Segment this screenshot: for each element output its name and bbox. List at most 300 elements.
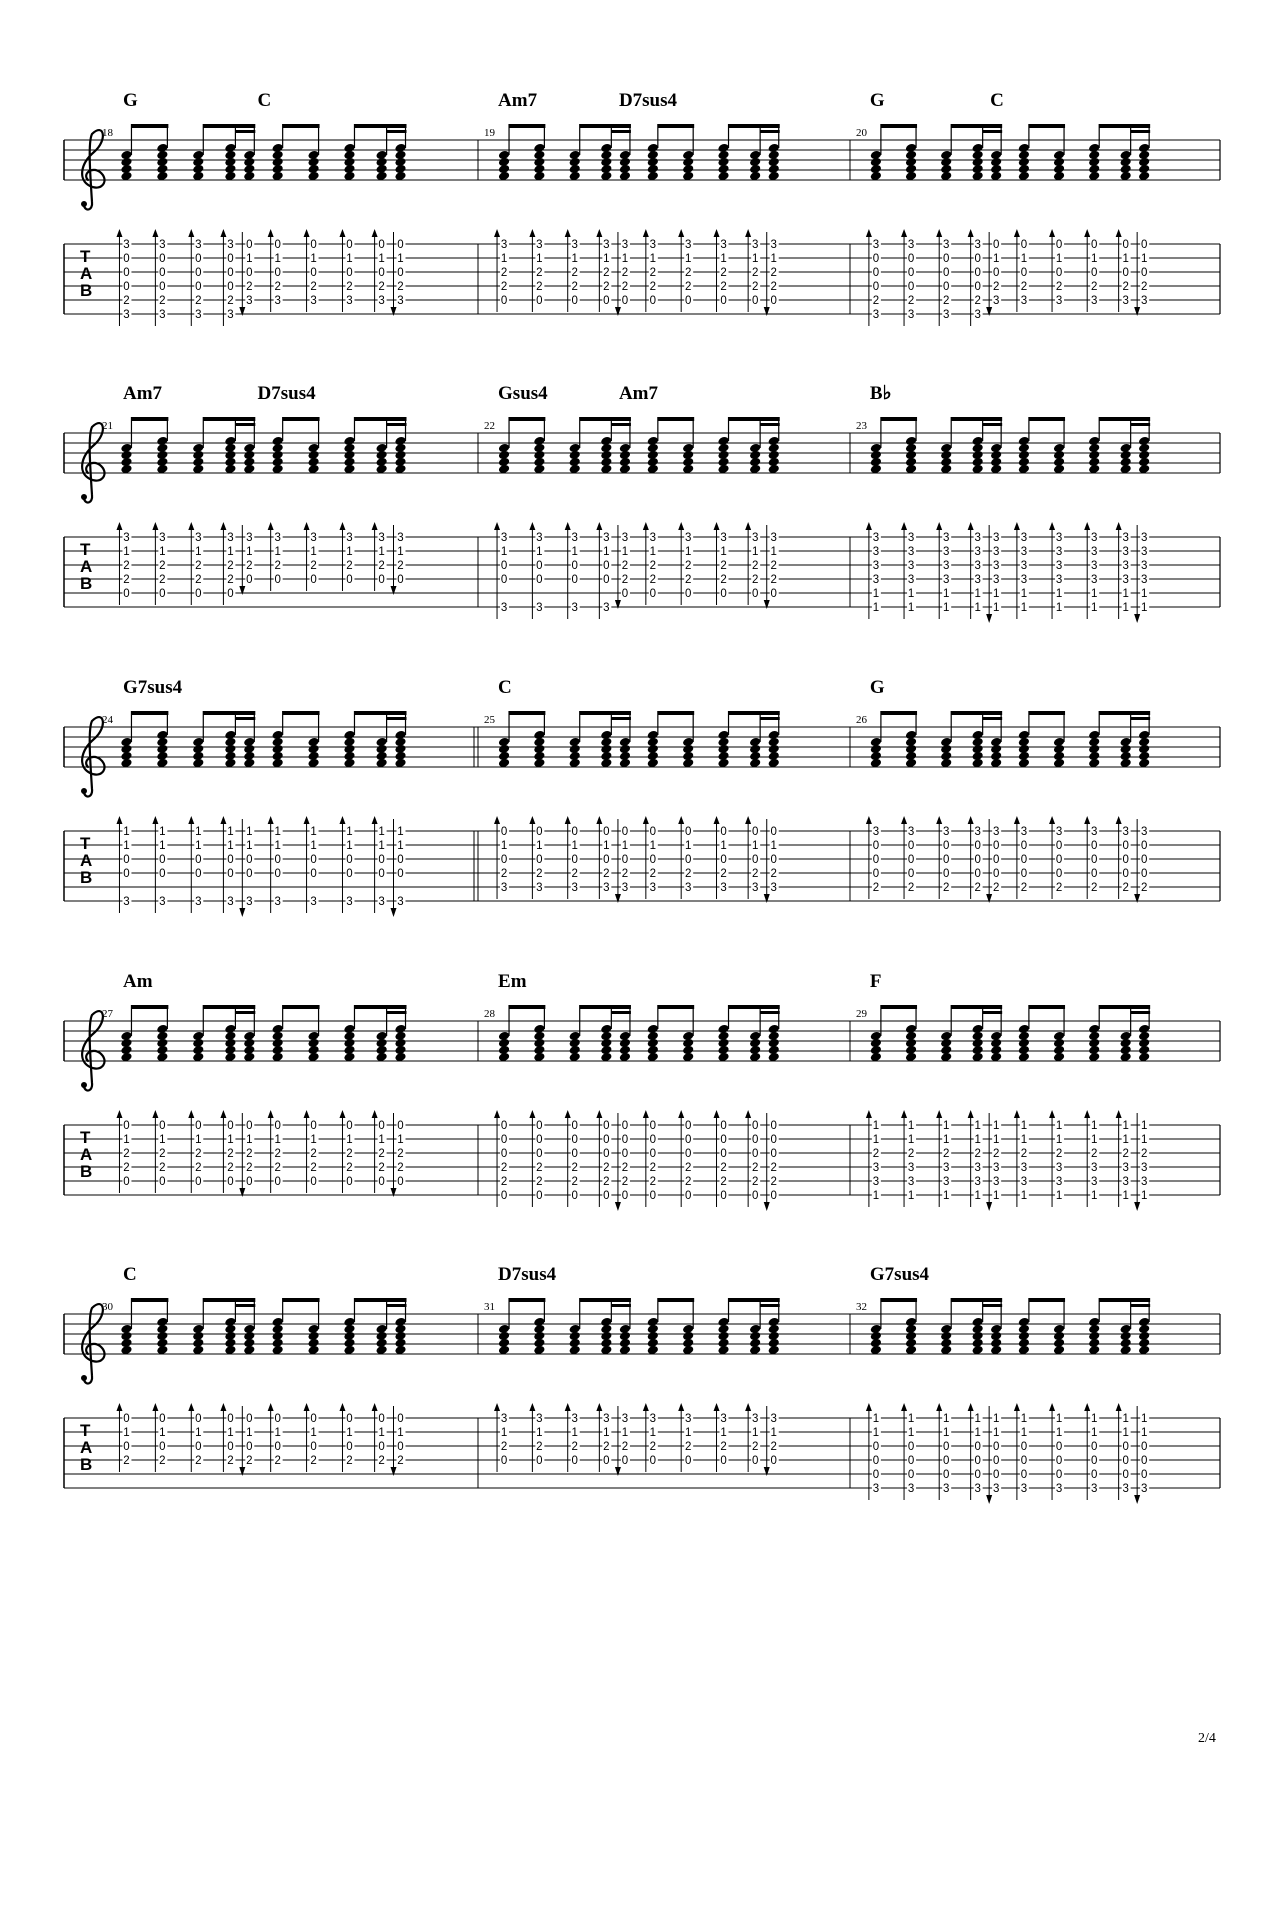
strum-arrow-icon (116, 522, 122, 530)
fret-number: 3 (1140, 826, 1148, 838)
fret-number: 0 (720, 1455, 727, 1467)
measure-number: 32 (856, 1301, 867, 1313)
fret-number: 3 (649, 1413, 657, 1425)
chord-notes (343, 436, 355, 475)
fret-number: 0 (123, 854, 130, 866)
fret-number: 1 (1122, 1413, 1129, 1425)
fret-number: 3 (992, 1176, 1000, 1188)
fret-number: 1 (536, 1427, 543, 1439)
fret-number: 1 (1055, 253, 1063, 265)
fret-number: 3 (1055, 1162, 1063, 1174)
chord-notes (375, 443, 387, 475)
notehead (343, 1317, 355, 1328)
measure-28 (478, 971, 780, 1211)
fret-number: 3 (872, 309, 880, 321)
strum-arrow-icon (986, 614, 992, 623)
fret-number: 0 (246, 1413, 253, 1425)
fret-number: 0 (123, 588, 130, 600)
notehead (307, 737, 319, 748)
fret-number: 2 (195, 1455, 202, 1467)
beam (658, 1298, 694, 1302)
beam (1099, 417, 1150, 421)
beam (131, 1298, 168, 1302)
fret-number: 1 (274, 1134, 281, 1146)
chord-notes (682, 443, 694, 475)
fret-number: 0 (227, 854, 234, 866)
strum-arrow-icon (339, 229, 345, 237)
fret-number: 0 (1020, 1441, 1028, 1453)
beam (509, 1298, 545, 1302)
fret-number: 2 (770, 1441, 777, 1453)
fret-number: 3 (603, 602, 610, 614)
fret-number: 0 (227, 1120, 234, 1132)
fret-number: 0 (1140, 868, 1148, 880)
notehead (940, 1324, 952, 1335)
strum-arrow-icon (1014, 229, 1020, 237)
fret-number: 3 (992, 295, 1000, 307)
fret-number: 3 (397, 295, 404, 307)
fret-number: 0 (397, 1120, 404, 1132)
fret-number: 2 (621, 868, 629, 880)
fret-number: 1 (123, 826, 130, 838)
fret-number: 2 (720, 574, 727, 586)
fret-number: 2 (310, 1162, 317, 1174)
strum-arrow-icon (565, 522, 571, 530)
fret-number: 3 (1122, 1176, 1129, 1188)
fret-number: 1 (684, 1427, 692, 1439)
notehead (156, 143, 168, 154)
chord-notes (1053, 443, 1065, 475)
fret-number: 3 (1091, 1176, 1098, 1188)
fret-number: 0 (751, 1455, 759, 1467)
fret-number: 0 (1091, 1455, 1098, 1467)
notehead (533, 730, 545, 741)
chord-notes (990, 737, 1002, 769)
strum-arrow-icon (866, 229, 872, 237)
fret-number: 2 (571, 267, 578, 279)
strum-arrow-icon (1049, 522, 1055, 530)
chord-notes (394, 1317, 406, 1356)
measure-number: 26 (856, 714, 867, 726)
fret-number: 3 (621, 882, 629, 894)
fret-number: 0 (310, 267, 317, 279)
fret-number: 0 (346, 1441, 353, 1453)
fret-number: 0 (1055, 239, 1063, 251)
fret-number: 0 (1055, 1469, 1063, 1481)
chord-notes (1018, 1024, 1030, 1063)
fret-number: 1 (1020, 1413, 1028, 1425)
chord-notes (647, 436, 659, 475)
beam (951, 1298, 1002, 1302)
beam (881, 1005, 917, 1009)
beam (580, 1005, 631, 1009)
fret-number: 2 (720, 1176, 727, 1188)
fret-number: 3 (195, 532, 202, 544)
fret-number: 3 (195, 896, 202, 908)
fret-number: 1 (992, 1120, 1000, 1132)
fret-number: 2 (751, 1441, 759, 1453)
notehead (394, 1024, 406, 1035)
beam-secondary (611, 423, 631, 426)
fret-number: 2 (1091, 281, 1098, 293)
fret-number: 3 (943, 239, 950, 251)
chord-notes (192, 443, 204, 475)
fret-number: 1 (1091, 253, 1098, 265)
fret-number: 1 (943, 1134, 950, 1146)
tab-clef-letter: B (80, 1455, 93, 1474)
fret-number: 2 (751, 1162, 759, 1174)
fret-number: 1 (992, 588, 1000, 600)
fret-number: 1 (1020, 1120, 1028, 1132)
fret-number: 3 (1020, 295, 1028, 307)
chord-name: Am7 (498, 90, 538, 111)
chord-notes (971, 143, 983, 182)
fret-number: 1 (195, 546, 202, 558)
strum-arrow-icon (239, 586, 245, 595)
fret-number: 3 (536, 1413, 543, 1425)
notehead (768, 436, 780, 447)
strum-arrow-icon (152, 522, 158, 530)
fret-number: 3 (1091, 295, 1098, 307)
notehead (192, 443, 204, 454)
strum-arrow-icon (494, 1403, 500, 1411)
chord-notes (600, 436, 612, 475)
fret-number: 0 (684, 854, 692, 866)
chord-notes (647, 1024, 659, 1063)
strum-arrow-icon (188, 1110, 194, 1118)
fret-number: 0 (943, 854, 950, 866)
strum-arrow-icon (1134, 614, 1140, 623)
chord-notes (940, 443, 952, 475)
fret-number: 3 (1122, 295, 1129, 307)
fret-number: 2 (770, 868, 777, 880)
fret-number: 2 (378, 1148, 385, 1160)
fret-number: 0 (1122, 840, 1129, 852)
fret-number: 1 (1020, 588, 1028, 600)
fret-number: 3 (274, 896, 281, 908)
beam-secondary (1131, 717, 1151, 720)
measure-22 (478, 383, 780, 619)
beam (203, 124, 255, 128)
strum-arrow-icon (866, 522, 872, 530)
strum-arrow-icon (1116, 816, 1122, 824)
fret-number: 1 (1020, 602, 1028, 614)
fret-number: 0 (159, 854, 166, 866)
fret-number: 2 (227, 1455, 234, 1467)
notehead (682, 150, 694, 161)
beam-secondary (760, 1304, 780, 1307)
fret-number: 2 (500, 1162, 508, 1174)
fret-number: 0 (943, 1441, 950, 1453)
fret-number: 1 (992, 253, 1000, 265)
fret-number: 2 (500, 1441, 508, 1453)
fret-number: 3 (907, 560, 915, 572)
fret-number: 2 (649, 281, 657, 293)
fret-number: 2 (227, 1148, 234, 1160)
fret-number: 0 (274, 574, 281, 586)
fret-number: 0 (397, 267, 404, 279)
fret-number: 2 (1055, 882, 1063, 894)
chord-notes (1018, 143, 1030, 182)
fret-number: 0 (1122, 267, 1129, 279)
fret-number: 0 (770, 1455, 777, 1467)
fret-number: 0 (500, 574, 508, 586)
strum-arrow-icon (936, 522, 942, 530)
beam (580, 1298, 631, 1302)
fret-number: 3 (649, 882, 657, 894)
fret-number: 1 (397, 546, 404, 558)
notehead (600, 436, 612, 447)
fret-number: 2 (310, 1455, 317, 1467)
notehead (533, 1024, 545, 1035)
chord-notes (1138, 1317, 1150, 1356)
fret-number: 2 (1122, 281, 1129, 293)
fret-number: 0 (907, 253, 915, 265)
fret-number: 3 (770, 1413, 777, 1425)
fret-number: 0 (1020, 854, 1028, 866)
fret-number: 0 (500, 854, 508, 866)
beam (881, 1298, 917, 1302)
notehead (533, 143, 545, 154)
fret-number: 3 (720, 532, 727, 544)
beam (729, 1298, 780, 1302)
fret-number: 0 (943, 253, 950, 265)
fret-number: 3 (1140, 295, 1148, 307)
fret-number: 2 (1122, 882, 1129, 894)
fret-number: 2 (397, 560, 404, 572)
fret-number: 0 (1055, 1441, 1063, 1453)
strum-arrow-icon (986, 307, 992, 316)
fret-number: 2 (195, 295, 202, 307)
notehead (600, 730, 612, 741)
fret-number: 2 (907, 1148, 915, 1160)
fret-number: 0 (195, 588, 202, 600)
beam (580, 711, 631, 715)
notehead (394, 1317, 406, 1328)
fret-number: 0 (159, 253, 166, 265)
fret-number: 3 (500, 602, 508, 614)
notehead (498, 443, 510, 454)
fret-number: 1 (378, 253, 385, 265)
fret-number: 0 (603, 1455, 610, 1467)
notehead (375, 1324, 387, 1335)
fret-number: 3 (1122, 574, 1129, 586)
fret-number: 0 (571, 1134, 578, 1146)
fret-number: 1 (751, 546, 759, 558)
fret-number: 3 (872, 1483, 880, 1495)
fret-number: 0 (536, 826, 543, 838)
notehead (1018, 730, 1030, 741)
fret-number: 2 (274, 1148, 281, 1160)
fret-number: 2 (684, 1162, 692, 1174)
chord-notes (343, 1317, 355, 1356)
fret-number: 2 (159, 1148, 166, 1160)
fret-number: 3 (907, 546, 915, 558)
chord-notes (749, 1031, 761, 1063)
chord-notes (619, 150, 631, 182)
strum-arrow-icon (116, 1110, 122, 1118)
notehead (569, 1324, 581, 1335)
fret-number: 0 (907, 281, 915, 293)
chord-notes (971, 436, 983, 475)
chord-notes (120, 150, 132, 182)
fret-number: 3 (1122, 1162, 1129, 1174)
fret-number: 2 (397, 281, 404, 293)
fret-number: 1 (974, 1120, 981, 1132)
fret-number: 0 (378, 267, 385, 279)
notehead (569, 150, 581, 161)
fret-number: 2 (274, 560, 281, 572)
fret-number: 3 (1055, 1483, 1063, 1495)
chord-name: C (990, 90, 1004, 111)
tab-clef-letter: B (80, 281, 93, 300)
fret-number: 0 (974, 1469, 981, 1481)
beam (729, 1005, 780, 1009)
fret-number: 3 (621, 1413, 629, 1425)
fret-number: 2 (770, 560, 777, 572)
fret-number: 2 (684, 560, 692, 572)
fret-number: 3 (1140, 560, 1148, 572)
chord-notes (271, 436, 283, 475)
fret-number: 0 (378, 854, 385, 866)
chord-notes (156, 730, 168, 769)
notehead (1119, 443, 1131, 454)
chord-name: D7sus4 (618, 90, 678, 111)
measure-number: 20 (856, 127, 867, 139)
fret-number: 3 (751, 882, 759, 894)
strum-arrow-icon (339, 522, 345, 530)
fret-number: 2 (571, 1176, 578, 1188)
chord-notes (1053, 1324, 1065, 1356)
fret-number: 3 (195, 239, 202, 251)
notehead (569, 443, 581, 454)
fret-number: 2 (1091, 1148, 1098, 1160)
chord-notes (619, 1324, 631, 1356)
beam (1029, 711, 1065, 715)
fret-number: 0 (770, 588, 777, 600)
fret-number: 2 (227, 295, 234, 307)
fret-number: 0 (684, 1455, 692, 1467)
fret-number: 1 (907, 1413, 915, 1425)
beam-secondary (1131, 1304, 1151, 1307)
notehead (307, 443, 319, 454)
fret-number: 0 (227, 281, 234, 293)
fret-number: 0 (195, 253, 202, 265)
fret-number: 0 (603, 295, 610, 307)
strum-arrow-icon (596, 1403, 602, 1411)
notehead (120, 1324, 132, 1335)
fret-number: 2 (751, 574, 759, 586)
fret-number: 2 (992, 1148, 1000, 1160)
fret-number: 1 (770, 546, 777, 558)
fret-number: 1 (1091, 588, 1098, 600)
fret-number: 3 (770, 532, 777, 544)
chord-notes (224, 730, 236, 769)
chord-name: Am (122, 971, 153, 992)
fret-number: 1 (872, 1413, 880, 1425)
strum-arrow-icon (1014, 1403, 1020, 1411)
chord-notes (749, 1324, 761, 1356)
fret-number: 2 (770, 267, 777, 279)
chord-notes (375, 737, 387, 769)
strum-arrow-icon (565, 1403, 571, 1411)
fret-number: 0 (246, 1176, 253, 1188)
fret-number: 0 (227, 253, 234, 265)
strum-arrow-icon (188, 1403, 194, 1411)
chord-notes (533, 436, 545, 475)
fret-number: 0 (872, 868, 880, 880)
beam-secondary (387, 1304, 407, 1307)
fret-number: 2 (346, 1162, 353, 1174)
fret-number: 0 (992, 1469, 1000, 1481)
fret-number: 0 (603, 1120, 610, 1132)
system-2 (64, 383, 1220, 623)
fret-number: 0 (571, 854, 578, 866)
strum-arrow-icon (968, 229, 974, 237)
fret-number: 2 (649, 267, 657, 279)
fret-number: 2 (907, 295, 915, 307)
fret-number: 0 (195, 868, 202, 880)
chord-notes (1138, 730, 1150, 769)
fret-number: 3 (751, 239, 759, 251)
chord-notes (870, 1324, 882, 1356)
fret-number: 1 (1140, 1190, 1148, 1202)
fret-number: 3 (1055, 546, 1063, 558)
fret-number: 2 (684, 868, 692, 880)
fret-number: 3 (992, 546, 1000, 558)
notehead (1138, 730, 1150, 741)
fret-number: 3 (943, 546, 950, 558)
fret-number: 3 (123, 896, 130, 908)
notehead (569, 737, 581, 748)
fret-number: 3 (500, 532, 508, 544)
fret-number: 0 (992, 1441, 1000, 1453)
strum-arrow-icon (596, 229, 602, 237)
fret-number: 1 (1122, 602, 1129, 614)
notehead (120, 737, 132, 748)
strum-arrow-icon (339, 1403, 345, 1411)
fret-number: 0 (1091, 267, 1098, 279)
fret-number: 1 (751, 840, 759, 852)
chord-notes (619, 443, 631, 475)
fret-number: 3 (872, 532, 880, 544)
tab-clef-letter: T (80, 540, 91, 559)
fret-number: 2 (571, 281, 578, 293)
fret-number: 1 (1020, 253, 1028, 265)
fret-number: 0 (621, 826, 629, 838)
notehead (307, 1031, 319, 1042)
fret-number: 1 (227, 826, 234, 838)
fret-number: 0 (907, 1469, 915, 1481)
fret-number: 2 (872, 1148, 880, 1160)
measure-number: 31 (484, 1301, 495, 1313)
beam (354, 417, 406, 421)
chord-notes (498, 1031, 510, 1063)
beam (354, 711, 406, 715)
fret-number: 3 (1091, 560, 1098, 572)
fret-number: 2 (720, 1162, 727, 1174)
beam-secondary (983, 423, 1003, 426)
chord-notes (1018, 436, 1030, 475)
fret-number: 0 (1091, 1441, 1098, 1453)
beam (881, 711, 917, 715)
fret-number: 0 (274, 267, 281, 279)
fret-number: 0 (907, 840, 915, 852)
fret-number: 1 (770, 253, 777, 265)
chord-notes (768, 1024, 780, 1063)
notehead (749, 737, 761, 748)
chord-notes (905, 1024, 917, 1063)
